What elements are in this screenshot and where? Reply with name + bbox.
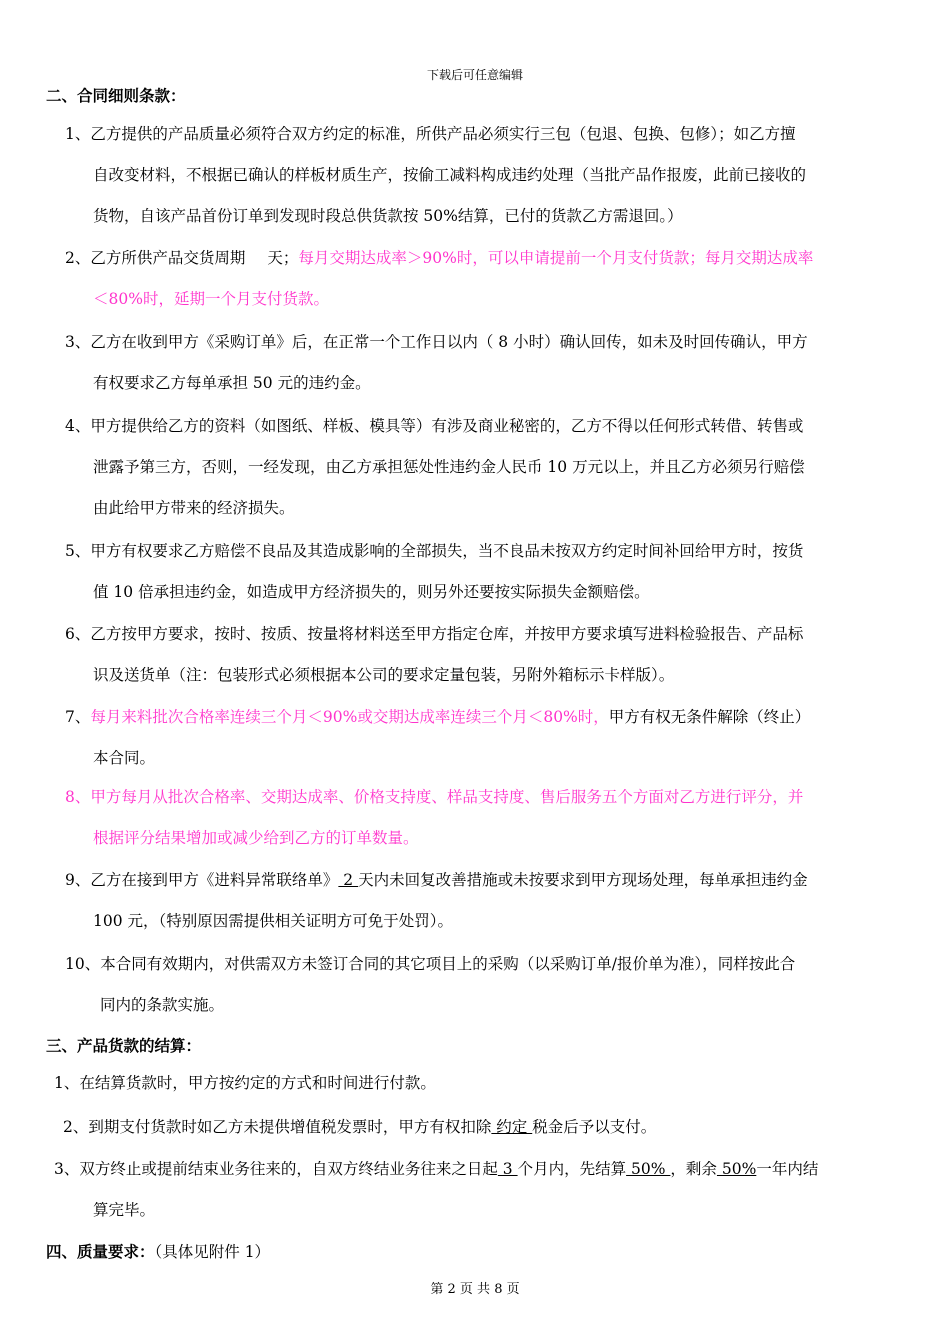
highlighted-text: 每月交期达成率＞90%时，可以申请提前一个月支付货款；每月交期达成率 xyxy=(298,249,814,267)
clause-line: 由此给甲方带来的经济损失。 xyxy=(93,499,295,517)
clause-line: 5、甲方有权要求乙方赔偿不良品及其造成影响的全部损失，当不良品未按双方约定时间补回给甲方时，按货 xyxy=(65,542,804,560)
clause-line: 10、本合同有效期内，对供需双方未签订合同的其它项目上的采购（以采购订单/报价单为准），同样按此合 xyxy=(65,955,796,973)
page-footer: 第 2 页 共 8 页 xyxy=(430,1282,520,1297)
highlighted-text: 每月来料批次合格率连续三个月＜90%或交期达成率连续三个月＜80%时， xyxy=(90,708,609,726)
clause-text: 天； xyxy=(267,249,299,267)
clause-line: 6、乙方按甲方要求，按时、按质、按量将材料送至甲方指定仓库，并按甲方要求填写进料检验报告、产品标 xyxy=(65,625,804,643)
tax-deduction-value: 约定 xyxy=(491,1118,533,1136)
clause-line xyxy=(65,238,813,279)
highlighted-text: 8、甲方每月从批次合格率、交期达成率、价格支持度、样品支持度、售后服务五个方面对乙方进行评分，并 xyxy=(65,788,804,806)
clause-line: 算完毕。 xyxy=(93,1201,156,1219)
clause-text: 3、双方终止或提前结束业务往来的，自双方终结业务往来之日起 xyxy=(54,1160,498,1178)
clause-text: 税金后予以支付。 xyxy=(532,1118,657,1136)
section-2-title: 二、合同细则条款： xyxy=(46,86,186,105)
clause-text: 甲方有权无条件解除（终止） xyxy=(608,708,811,726)
clause-line: 值 10 倍承担违约金，如造成甲方经济损失的，则另外还要按实际损失金额赔偿。 xyxy=(93,583,650,601)
clause-text: 2、到期支付货款时如乙方未提供增值税发票时，甲方有权扣除 xyxy=(63,1118,492,1136)
clause-line: 3、乙方在收到甲方《采购订单》后，在正常一个工作日以内（ 8 小时）确认回传，如未及时回传确认，甲方 xyxy=(65,333,808,351)
clause-line: 识及送货单（注：包装形式必须根据本公司的要求定量包装，另附外箱标示卡样版）。 xyxy=(93,666,675,684)
first-settlement-percent: 50% xyxy=(626,1160,671,1178)
clause-text: 2、乙方所供产品交货周期 xyxy=(65,249,246,267)
section-4-heading: 四、质量要求： xyxy=(46,1242,155,1261)
clause-line xyxy=(54,1149,818,1190)
clause-line xyxy=(65,697,810,738)
clause-text: 7、 xyxy=(65,708,91,726)
clause-text: 一年内结 xyxy=(756,1160,819,1178)
clause-text: 天内未回复改善措施或未按要求到甲方现场处理，每单承担违约金 xyxy=(358,871,808,889)
clause-text: ，剩余 xyxy=(670,1160,717,1178)
section-4-title xyxy=(46,1242,270,1262)
clause-line: 有权要求乙方每单承担 50 元的违约金。 xyxy=(93,374,371,392)
clause-text: 个月内，先结算 xyxy=(517,1160,627,1178)
section-4-note: （具体见附件 1） xyxy=(154,1243,271,1261)
clause-text: 9、乙方在接到甲方《进料异常联络单》 xyxy=(65,871,339,889)
clause-line: 自改变材料，不根据已确认的样板材质生产，按偷工减料构成违约处理（当批产品作报废，此前已接收的 xyxy=(93,166,807,184)
clause-line: 4、甲方提供给乙方的资料（如图纸、样板、模具等）有涉及商业秘密的，乙方不得以任何形式转借、转售或 xyxy=(65,417,804,435)
section-3-title: 三、产品货款的结算： xyxy=(46,1036,202,1055)
clause-line: 1、乙方提供的产品质量必须符合双方约定的标准，所供产品必须实行三包（包退、包换、包修）；如乙方擅 xyxy=(65,125,796,143)
clause-line: 本合同。 xyxy=(93,749,156,767)
remaining-percent: 50% xyxy=(716,1160,757,1178)
clause-line: 1、在结算货款时，甲方按约定的方式和时间进行付款。 xyxy=(54,1074,436,1092)
page-header: 下载后可任意编辑 xyxy=(426,68,523,82)
clause-line xyxy=(65,860,808,901)
reply-days-value: 2 xyxy=(338,871,359,889)
clause-line: 100 元，（特别原因需提供相关证明方可免于处罚）。 xyxy=(93,912,454,930)
settlement-months-value: 3 xyxy=(497,1160,518,1178)
clause-line xyxy=(63,1107,656,1148)
clause-line: 货物，自该产品首份订单到发现时段总供货款按 50%结算，已付的货款乙方需退回。） xyxy=(93,207,683,225)
clause-line: 泄露予第三方，否则，一经发现，由乙方承担惩处性违约金人民币 10 万元以上，并且乙方必须另行赔偿 xyxy=(93,458,805,476)
highlighted-text: 根据评分结果增加或减少给到乙方的订单数量。 xyxy=(93,829,419,847)
clause-line: 同内的条款实施。 xyxy=(100,996,225,1014)
highlighted-text: ＜80%时，延期一个月支付货款。 xyxy=(93,290,329,308)
